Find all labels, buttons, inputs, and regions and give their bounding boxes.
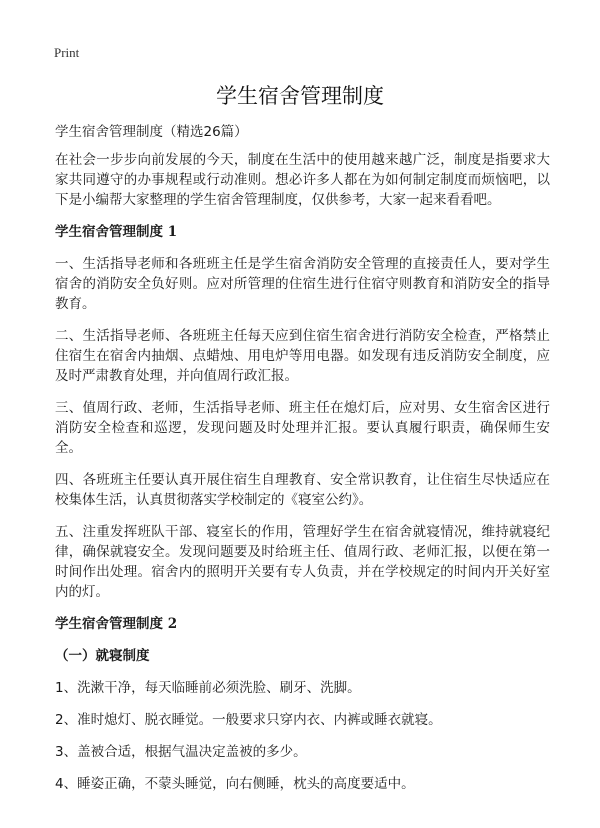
section-2-subheading: （一）就寝制度 [55, 648, 150, 664]
document-body [55, 123, 550, 806]
list-item: 4、睡姿正确，不蒙头睡觉，向右侧睡，枕头的高度要适中。 [55, 776, 415, 792]
print-link[interactable]: Print [54, 45, 80, 60]
section-1-paragraph: 二、生活指导老师、各班班主任每天应到住宿生宿舍进行消防安全检查，严格禁止住宿生在宿舍内抽烟、点蜡烛、用电炉等用电器。如发现有违反消防安全制度，应及时严肃教育处理，并向值周行政汇报。 [55, 328, 550, 384]
section-1-paragraph: 四、各班班主任要认真开展住宿生自理教育、安全常识教育，让住宿生尽快适应在校集体生活，认真贯彻落实学校制定的《寝室公约》。 [55, 472, 550, 508]
section-1-paragraph: 五、注重发挥班队干部、寝室长的作用，管理好学生在宿舍就寝情况，维持就寝纪律，确保就寝安全。发现问题要及时给班主任、值周行政、老师汇报，以便在第一时间作出处理。宿舍内的照明开关要有专人负责，并在学校规定的时间内开关好室内的灯。 [55, 524, 550, 600]
document-subtitle: 学生宿舍管理制度（精选26篇） [55, 124, 248, 140]
section-1-paragraph: 一、生活指导老师和各班班主任是学生宿舍消防安全管理的直接责任人，要对学生宿舍的消防安全负好则。应对所管理的住宿生进行住宿守则教育和消防安全的指导教育。 [55, 256, 550, 312]
list-item: 2、准时熄灯、脱衣睡觉。一般要求只穿内衣、内裤或睡衣就寝。 [55, 712, 442, 728]
page-title: 学生宿舍管理制度 [216, 84, 384, 108]
section-2-heading: 学生宿舍管理制度 2 [55, 616, 178, 632]
section-1-paragraph: 三、值周行政、老师，生活指导老师、班主任在熄灯后，应对男、女生宿舍区进行消防安全检查和巡逻，发现问题及时处理并汇报。要认真履行职责，确保师生安全。 [55, 400, 550, 456]
section-1-heading: 学生宿舍管理制度 1 [55, 224, 178, 240]
list-item: 3、盖被合适，根据气温决定盖被的多少。 [55, 744, 307, 760]
intro-paragraph: 在社会一步步向前发展的今天，制度在生活中的使用越来越广泛，制度是指要求大家共同遵守的办事规程或行动准则。想必许多人都在为如何制定制度而烦恼吧，以下是小编帮大家整理的学生宿舍管理制度，仅供参考，大家一起来看看吧。 [55, 152, 550, 208]
list-item: 1、洗漱干净，每天临睡前必须洗脸、刷牙、洗脚。 [55, 680, 361, 696]
